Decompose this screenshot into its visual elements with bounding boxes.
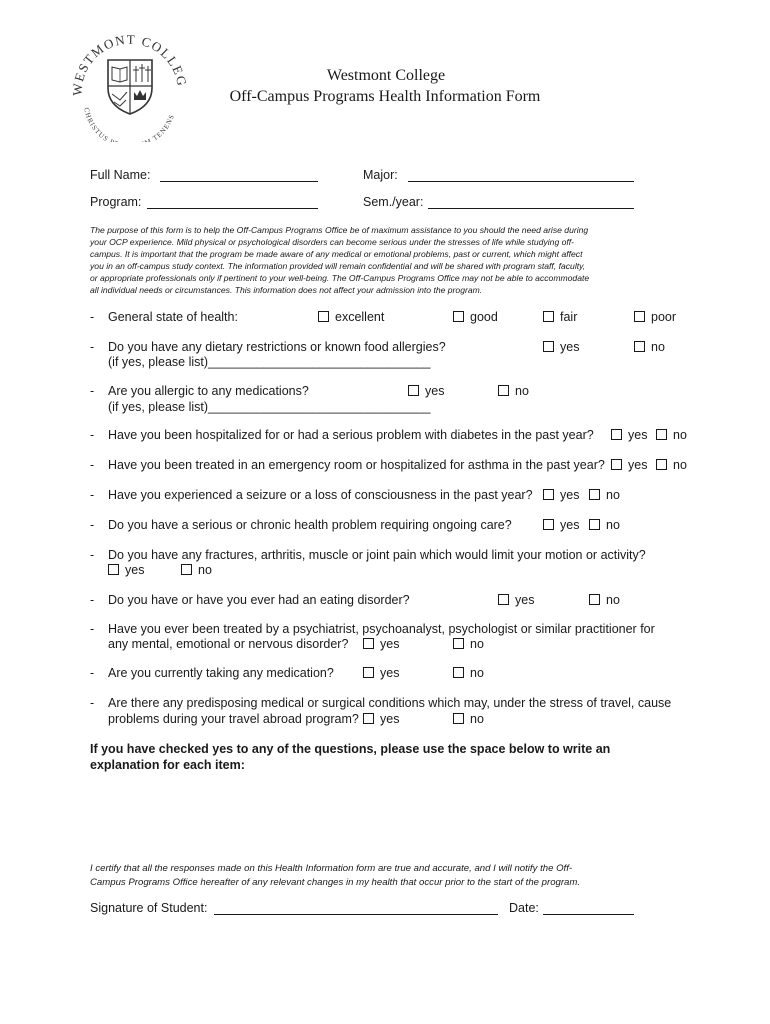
checkbox[interactable] xyxy=(634,341,645,352)
option-label: no xyxy=(470,666,484,680)
option-label: excellent xyxy=(335,310,385,324)
form-title: Off-Campus Programs Health Information Form xyxy=(229,88,541,105)
option-label: yes xyxy=(628,428,648,442)
question-text-continued: problems during your travel abroad program? xyxy=(108,712,359,726)
option-no[interactable] xyxy=(589,488,620,502)
bullet-dash: - xyxy=(90,593,95,607)
question-text: Have you experienced a seizure or a loss of consciousness in the past year? xyxy=(108,488,533,502)
option-no[interactable] xyxy=(453,666,484,680)
option-label: no xyxy=(606,488,620,502)
signature-label: Signature of Student: xyxy=(90,901,208,915)
option-label: no xyxy=(198,563,212,577)
option-yes[interactable] xyxy=(363,637,399,651)
option-label: yes xyxy=(380,637,400,651)
option-no[interactable] xyxy=(498,384,529,398)
seal-motto-text: CHRISTUS M TENENS xyxy=(82,106,177,142)
checkbox[interactable] xyxy=(408,385,419,396)
checkbox[interactable] xyxy=(543,519,554,530)
bullet-dash: - xyxy=(90,428,95,442)
svg-text:CHRISTUS PRIMATUM TENENS xyxy=(82,107,176,142)
checkbox[interactable] xyxy=(543,311,554,322)
bullet-dash: - xyxy=(90,488,95,502)
question-text: Do you have or have you ever had an eating disorder? xyxy=(108,593,410,607)
checkbox[interactable] xyxy=(543,341,554,352)
checkbox[interactable] xyxy=(453,311,464,322)
option-label: yes xyxy=(515,593,535,607)
checkbox[interactable] xyxy=(656,459,667,470)
option-yes[interactable] xyxy=(498,593,534,607)
full-name-label: Full Name: xyxy=(90,168,151,182)
option-label: no xyxy=(470,637,484,651)
question-text: General state of health: xyxy=(108,310,238,324)
option-no[interactable] xyxy=(589,593,620,607)
bullet-dash: - xyxy=(90,548,95,562)
option-label: no xyxy=(651,340,665,354)
checkbox[interactable] xyxy=(589,594,600,605)
question-text: Have you been treated in an emergency room or hospitalized for asthma in the past year? xyxy=(108,458,605,472)
checkbox[interactable] xyxy=(363,667,374,678)
bullet-dash: - xyxy=(90,622,95,636)
checkbox[interactable] xyxy=(611,459,622,470)
checkbox[interactable] xyxy=(543,489,554,500)
checkbox[interactable] xyxy=(318,311,329,322)
date-label: Date: xyxy=(509,901,539,915)
option-excellent[interactable] xyxy=(318,310,384,324)
checkbox[interactable] xyxy=(656,429,667,440)
date-input[interactable] xyxy=(543,900,634,915)
option-no[interactable] xyxy=(634,340,665,354)
option-no[interactable] xyxy=(453,637,484,651)
college-seal-logo xyxy=(68,30,192,142)
option-label: yes xyxy=(560,488,580,502)
option-good[interactable] xyxy=(453,310,498,324)
option-yes[interactable] xyxy=(611,428,647,442)
option-yes[interactable] xyxy=(363,666,399,680)
full-name-input[interactable] xyxy=(160,167,318,182)
option-no[interactable] xyxy=(589,518,620,532)
option-label: yes xyxy=(425,384,445,398)
bullet-dash: - xyxy=(90,384,95,398)
question-text: Have you ever been treated by a psychiatrist, psychoanalyst, psychologist or similar practitioner for xyxy=(108,622,655,636)
semyear-input[interactable] xyxy=(428,194,634,209)
checkbox[interactable] xyxy=(611,429,622,440)
semyear-label: Sem./year: xyxy=(363,195,424,209)
checkbox[interactable] xyxy=(589,489,600,500)
option-label: no xyxy=(606,518,620,532)
program-label: Program: xyxy=(90,195,142,209)
option-label: no xyxy=(515,384,529,398)
option-label: no xyxy=(673,428,687,442)
seal-name-text: WESTMONT COLLEG xyxy=(69,31,191,97)
major-label: Major: xyxy=(363,168,398,182)
intro-line: you in an off-campus study context. The information provided will remain confidential and will be shared with program staff, faculty, xyxy=(90,261,586,271)
option-label: yes xyxy=(380,712,400,726)
question-text: Are you allergic to any medications? xyxy=(108,384,309,398)
option-poor[interactable] xyxy=(634,310,676,324)
question-text: Do you have any fractures, arthritis, muscle or joint pain which would limit your motion or activity? xyxy=(108,548,646,562)
checkbox[interactable] xyxy=(453,713,464,724)
explanation-area[interactable] xyxy=(90,778,680,853)
question-text: Have you been hospitalized for or had a serious problem with diabetes in the past year? xyxy=(108,428,594,442)
option-no[interactable] xyxy=(453,712,484,726)
question-text: Do you have a serious or chronic health problem requiring ongoing care? xyxy=(108,518,512,532)
program-input[interactable] xyxy=(147,194,318,209)
option-label: yes xyxy=(628,458,648,472)
option-yes[interactable] xyxy=(363,712,399,726)
option-label: fair xyxy=(560,310,578,324)
question-text: Are you currently taking any medication? xyxy=(108,666,334,680)
question-text: Do you have any dietary restrictions or known food allergies? xyxy=(108,340,446,354)
bullet-dash: - xyxy=(90,458,95,472)
checkbox[interactable] xyxy=(363,638,374,649)
option-label: yes xyxy=(125,563,145,577)
explanation-line: If you have checked yes to any of the questions, please use the space below to write an xyxy=(90,742,611,756)
explanation-prompt xyxy=(90,741,610,773)
checkbox[interactable] xyxy=(634,311,645,322)
option-label: poor xyxy=(651,310,677,324)
college-name: Westmont College xyxy=(326,67,446,84)
bullet-dash: - xyxy=(90,696,95,710)
option-label: yes xyxy=(560,518,580,532)
bullet-dash: - xyxy=(90,310,95,324)
intro-paragraph xyxy=(90,224,690,296)
checkbox[interactable] xyxy=(453,638,464,649)
checkbox[interactable] xyxy=(108,564,119,575)
option-yes[interactable] xyxy=(611,458,647,472)
option-no[interactable] xyxy=(181,563,212,577)
bullet-dash: - xyxy=(90,666,95,680)
bullet-dash: - xyxy=(90,518,95,532)
checkbox[interactable] xyxy=(363,713,374,724)
checkbox[interactable] xyxy=(498,385,509,396)
option-yes[interactable] xyxy=(408,384,444,398)
option-label: yes xyxy=(560,340,580,354)
intro-line: campus. It is important that the program be made aware of any medical or emotional problems, past or current, which might affect xyxy=(90,249,583,259)
checkbox[interactable] xyxy=(589,519,600,530)
option-yes[interactable] xyxy=(543,518,579,532)
certification-statement xyxy=(90,862,580,890)
major-input[interactable] xyxy=(408,167,634,182)
option-yes[interactable] xyxy=(543,340,579,354)
option-no[interactable] xyxy=(656,428,687,442)
intro-line: or appropriate professionals only if pertinent to your well-being. The Off-Campus Programs Office may not be able to accommodate xyxy=(90,273,590,283)
option-yes[interactable] xyxy=(108,563,144,577)
checkbox[interactable] xyxy=(498,594,509,605)
checkbox[interactable] xyxy=(453,667,464,678)
option-label: no xyxy=(673,458,687,472)
intro-line: all individual needs or circumstances. This information does not affect your admission into the program. xyxy=(90,285,483,295)
explanation-line: explanation for each item: xyxy=(90,758,245,772)
checkbox[interactable] xyxy=(181,564,192,575)
dietary-list-field[interactable]: (if yes, please list)________________________________ xyxy=(108,355,431,369)
medication-allergy-list-field[interactable]: (if yes, please list)________________________________ xyxy=(108,400,431,414)
question-text: Are there any predisposing medical or surgical conditions which may, under the stress of travel, cause xyxy=(108,696,672,710)
intro-line: your OCP experience. Mild physical or psychological disorders can become serious under the stresses of life while studying off- xyxy=(90,237,575,247)
option-no[interactable] xyxy=(656,458,687,472)
option-label: no xyxy=(470,712,484,726)
option-yes[interactable] xyxy=(543,488,579,502)
bullet-dash: - xyxy=(90,340,95,354)
signature-input[interactable] xyxy=(214,900,498,915)
certification-line: Campus Programs Office hereafter of any relevant changes in my health that occur prior to the start of the program. xyxy=(90,877,581,888)
option-label: good xyxy=(470,310,498,324)
option-label: yes xyxy=(380,666,400,680)
intro-line: The purpose of this form is to help the Off-Campus Programs Office be of maximum assistance to you should the need arise during xyxy=(90,225,589,235)
option-label: no xyxy=(606,593,620,607)
option-fair[interactable] xyxy=(543,310,577,324)
certification-line: I certify that all the responses made on this Health Information form are true and accurate, and I will notify the Off- xyxy=(90,863,573,874)
question-text-continued: any mental, emotional or nervous disorder? xyxy=(108,637,349,651)
